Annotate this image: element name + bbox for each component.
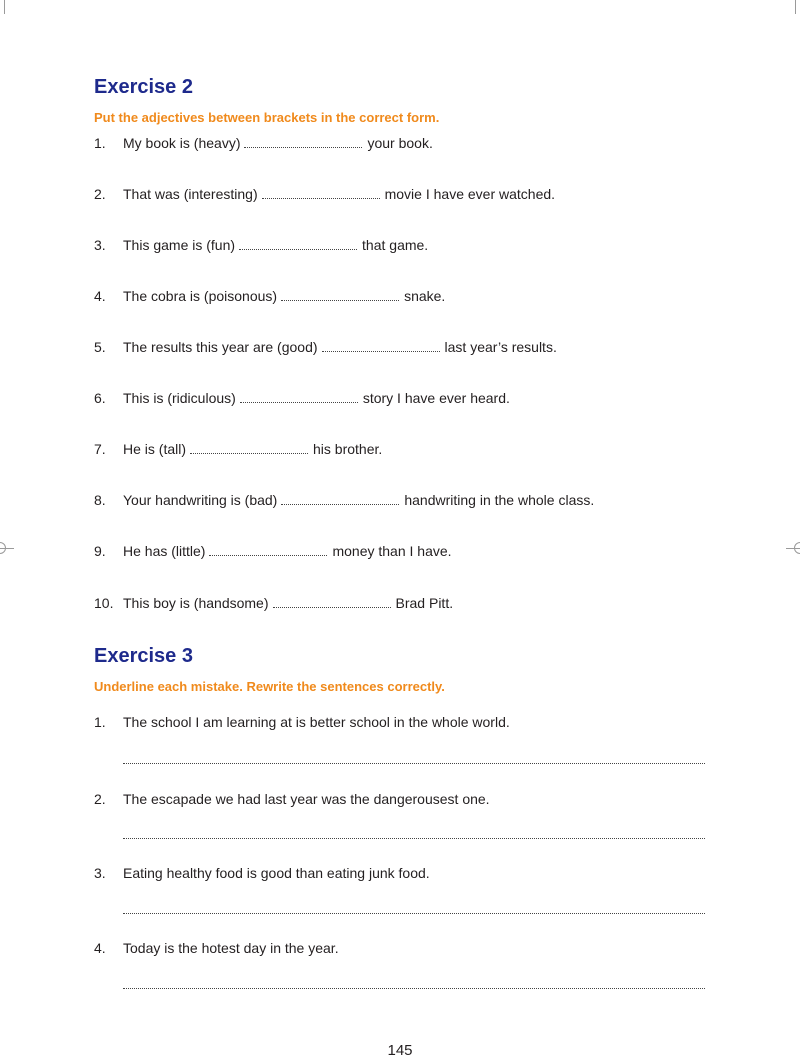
item-prompt: He has (little) xyxy=(123,543,206,559)
item-continuation: Brad Pitt. xyxy=(395,595,454,611)
item-prompt: The results this year are (good) xyxy=(123,339,318,355)
answer-blank[interactable] xyxy=(239,239,357,250)
item-continuation: money than I have. xyxy=(332,543,452,559)
answer-blank[interactable] xyxy=(209,545,327,556)
exercise-2-item xyxy=(94,236,428,254)
answer-blank[interactable] xyxy=(244,137,362,148)
exercise-2-item xyxy=(94,338,557,356)
item-number: 1. xyxy=(94,714,106,730)
exercise-2-title: Exercise 2 xyxy=(94,76,193,98)
exercise-3-item xyxy=(94,939,339,957)
answer-line[interactable] xyxy=(123,838,705,839)
exercise-2-item xyxy=(94,594,453,612)
item-sentence: Eating healthy food is good than eating junk food. xyxy=(123,865,430,881)
item-continuation: last year’s results. xyxy=(444,339,557,355)
exercise-2-item xyxy=(94,542,452,560)
item-continuation: movie I have ever watched. xyxy=(384,186,556,202)
item-number: 4. xyxy=(94,288,106,304)
answer-blank[interactable] xyxy=(322,341,440,352)
item-prompt: He is (tall) xyxy=(123,441,187,457)
item-prompt: This game is (fun) xyxy=(123,237,236,253)
item-prompt: That was (interesting) xyxy=(123,186,258,202)
answer-blank[interactable] xyxy=(190,443,308,454)
item-continuation: snake. xyxy=(404,288,446,304)
exercise-3-item xyxy=(94,790,490,808)
item-number: 3. xyxy=(94,865,106,881)
exercise-2-instruction: Put the adjectives between brackets in the correct form. xyxy=(94,110,440,125)
crop-mark xyxy=(4,0,5,14)
exercise-2-item xyxy=(94,134,433,152)
item-number: 10. xyxy=(94,595,114,611)
item-prompt: My book is (heavy) xyxy=(123,135,241,151)
item-prompt: This boy is (handsome) xyxy=(123,595,269,611)
item-number: 7. xyxy=(94,441,106,457)
answer-blank[interactable] xyxy=(273,597,391,608)
exercise-3-item xyxy=(94,864,430,882)
registration-mark xyxy=(0,542,6,554)
item-sentence: The school I am learning at is better school in the whole world. xyxy=(123,714,510,730)
answer-line[interactable] xyxy=(123,913,705,914)
item-continuation: handwriting in the whole class. xyxy=(404,492,595,508)
item-number: 6. xyxy=(94,390,106,406)
item-number: 9. xyxy=(94,543,106,559)
item-number: 8. xyxy=(94,492,106,508)
answer-blank[interactable] xyxy=(281,494,399,505)
answer-line[interactable] xyxy=(123,988,705,989)
registration-mark xyxy=(794,542,800,554)
exercise-3-item xyxy=(94,713,510,731)
item-number: 2. xyxy=(94,791,106,807)
page-number: 145 xyxy=(387,1042,413,1059)
exercise-2-item xyxy=(94,185,555,203)
exercise-3-title: Exercise 3 xyxy=(94,645,193,667)
item-number: 5. xyxy=(94,339,106,355)
answer-blank[interactable] xyxy=(281,290,399,301)
exercise-2-item xyxy=(94,389,510,407)
answer-blank[interactable] xyxy=(262,188,380,199)
answer-line[interactable] xyxy=(123,763,705,764)
item-prompt: The cobra is (poisonous) xyxy=(123,288,278,304)
item-prompt: This is (ridiculous) xyxy=(123,390,236,406)
item-number: 3. xyxy=(94,237,106,253)
item-continuation: that game. xyxy=(362,237,429,253)
item-sentence: The escapade we had last year was the dangerousest one. xyxy=(123,791,490,807)
item-prompt: Your handwriting is (bad) xyxy=(123,492,278,508)
item-sentence: Today is the hotest day in the year. xyxy=(123,940,339,956)
exercise-2-item xyxy=(94,287,445,305)
exercise-2-item xyxy=(94,440,382,458)
exercise-2-item xyxy=(94,491,594,509)
item-continuation: his brother. xyxy=(313,441,383,457)
answer-blank[interactable] xyxy=(240,392,358,403)
crop-mark xyxy=(795,0,796,14)
item-number: 2. xyxy=(94,186,106,202)
item-number: 1. xyxy=(94,135,106,151)
item-continuation: your book. xyxy=(367,135,433,151)
item-continuation: story I have ever heard. xyxy=(362,390,510,406)
item-number: 4. xyxy=(94,940,106,956)
exercise-3-instruction: Underline each mistake. Rewrite the sentences correctly. xyxy=(94,679,445,694)
